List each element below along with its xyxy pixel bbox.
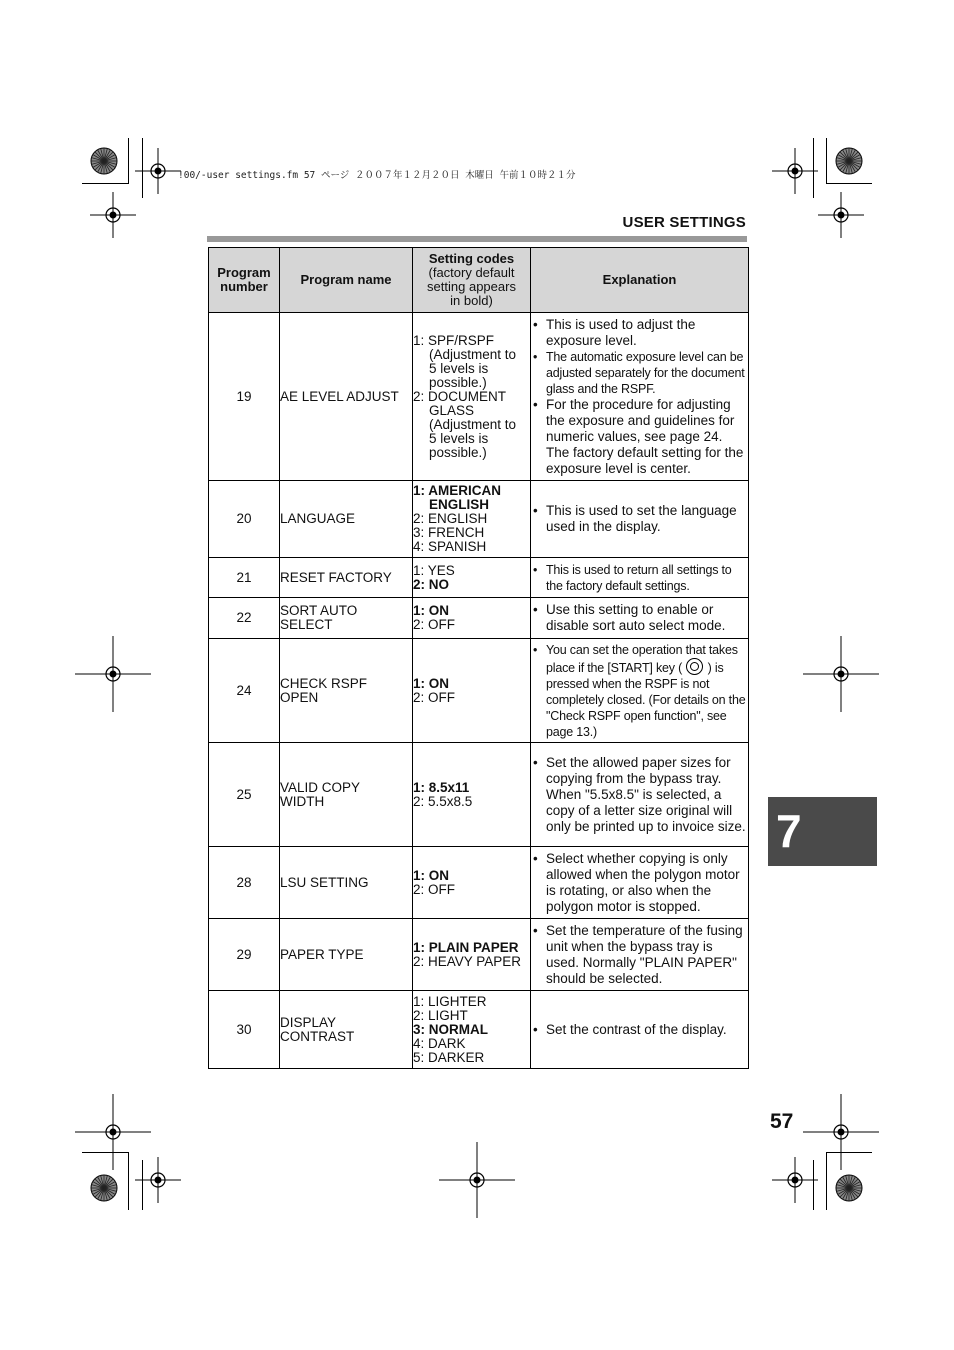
table-row [209, 598, 749, 639]
explanation-list [531, 923, 748, 987]
crop-line [826, 1152, 827, 1210]
setting-code-line: 1: AMERICAN [413, 483, 502, 498]
header-number-line-1: Program [217, 265, 271, 280]
setting-code-line: 5: DARKER [413, 1049, 485, 1065]
setting-code-line: 5 levels is [429, 430, 489, 446]
setting-code-line: 1: ON [413, 675, 450, 691]
header-codes-sub-1: (factory default [428, 265, 515, 280]
setting-code-line: 1: ON [413, 603, 450, 618]
setting-code-line: GLASS [429, 402, 475, 418]
setting-codes [413, 919, 531, 991]
crop-line [142, 138, 143, 198]
setting-code-line: (Adjustment to [429, 416, 517, 432]
setting-code-line: 2: LIGHT [413, 1007, 468, 1023]
crop-line [826, 138, 827, 184]
program-number: 28 [209, 847, 280, 919]
program-number: 21 [209, 558, 280, 598]
explanation-bullet: • The automatic exposure level can be adjusted separately for the document glass and the RSPF. [531, 349, 748, 397]
crop-line [826, 183, 872, 184]
color-bar-starburst-icon [89, 146, 119, 176]
explanation-bullet: • For the procedure for adjusting the exposure and guidelines for numeric values, see page 24. The factory default setting for the exposure level is center. [531, 397, 748, 477]
setting-codes [413, 743, 531, 847]
explanation-list [531, 317, 748, 477]
explanation-bullet: • Set the contrast of the display. [531, 1022, 748, 1038]
setting-code-line: 1: ON [413, 867, 450, 883]
explanation-list [531, 602, 748, 634]
header-explanation: Explanation [531, 248, 749, 313]
table-row [209, 743, 749, 847]
color-bar-starburst-icon [89, 1173, 119, 1203]
header-codes-sub-2: setting appears [427, 279, 516, 294]
table-row [209, 991, 749, 1069]
table-row [209, 847, 749, 919]
explanation [531, 639, 749, 743]
file-header: !00/-user settings.fm 57 ページ ２００７年１２月２０日 木曜日 午前１０時２１分 [178, 170, 576, 181]
program-name-line: SELECT [280, 617, 333, 632]
crop-line [82, 183, 128, 184]
program-name [280, 598, 413, 639]
setting-code-line: 3: FRENCH [413, 525, 485, 540]
explanation [531, 558, 749, 598]
setting-code-line: 3: NORMAL [413, 1021, 488, 1037]
table-row [209, 558, 749, 598]
table-row [209, 313, 749, 481]
explanation-list [531, 851, 748, 915]
explanation-list [531, 562, 748, 594]
setting-code-line: 2: OFF [413, 881, 456, 897]
header-program-name: Program name [280, 248, 413, 313]
program-name [280, 639, 413, 743]
crop-line [128, 1152, 129, 1210]
registration-mark-icon [818, 192, 864, 238]
explanation-text-after: ) is pressed when the RSPF is not completely closed. (For details on the "Check RSPF open function", see page 13.) [546, 660, 746, 739]
setting-code-line: 2: OFF [413, 689, 456, 705]
explanation [531, 598, 749, 639]
title-underline-bar [207, 236, 747, 242]
setting-codes [413, 481, 531, 558]
explanation-bullet: • Set the allowed paper sizes for copying from the bypass tray. When "5.5x8.5" is selected, a copy of a letter size original will only be printed up to invoice size. [531, 755, 748, 835]
program-name-line: LANGUAGE [280, 511, 356, 526]
explanation-bullet: • This is used to return all settings to the factory default settings. [531, 562, 748, 594]
explanation [531, 743, 749, 847]
program-number: 22 [209, 598, 280, 639]
setting-code-line: 5 levels is [429, 360, 489, 376]
user-settings-table [208, 247, 749, 1069]
explanation-text-before: You can set the operation that takes place if the [START] key ( [546, 642, 738, 675]
setting-code-line: possible.) [429, 374, 487, 390]
header-setting-codes [413, 248, 531, 313]
explanation [531, 313, 749, 481]
setting-code-line: 1: PLAIN PAPER [413, 939, 519, 955]
setting-code-line: possible.) [429, 444, 487, 460]
program-name-line: OPEN [280, 689, 319, 705]
program-name [280, 558, 413, 598]
program-number: 20 [209, 481, 280, 558]
setting-code-line: 1: LIGHTER [413, 993, 487, 1009]
program-name [280, 743, 413, 847]
explanation-list [531, 1022, 748, 1038]
program-name-line: CHECK RSPF [280, 675, 368, 691]
explanation-list [531, 503, 748, 535]
explanation-bullet: • Use this setting to enable or disable sort auto select mode. [531, 602, 748, 634]
program-name [280, 481, 413, 558]
explanation [531, 991, 749, 1069]
header-codes-sub-3: in bold) [450, 293, 493, 308]
explanation-bullet: • This is used to adjust the exposure level. [531, 317, 748, 349]
program-name [280, 847, 413, 919]
setting-code-line: ENGLISH [429, 497, 490, 512]
registration-mark-icon [772, 1157, 818, 1203]
setting-code-line: 2: NO [413, 576, 450, 592]
explanation-bullet [531, 642, 748, 740]
program-name-line: VALID COPY [280, 779, 361, 795]
explanation-bullet: • Select whether copying is only allowed when the polygon motor is rotating, or also when the polygon motor is stopped. [531, 851, 748, 915]
setting-code-line: 2: OFF [413, 617, 456, 632]
program-name [280, 919, 413, 991]
setting-code-line: 4: DARK [413, 1035, 466, 1051]
program-number: 19 [209, 313, 280, 481]
registration-mark-icon [803, 636, 879, 712]
crop-line [813, 1160, 814, 1210]
explanation-list [531, 755, 748, 835]
crop-line [142, 1160, 143, 1210]
crop-line [128, 138, 129, 184]
crop-line [82, 1152, 128, 1153]
page-number: 57 [770, 1110, 794, 1133]
setting-code-line: 2: DOCUMENT [413, 388, 507, 404]
program-number: 29 [209, 919, 280, 991]
setting-code-line: 1: YES [413, 562, 455, 578]
start-key-icon [686, 658, 703, 675]
setting-code-line: 1: 8.5x11 [413, 779, 470, 795]
color-bar-starburst-icon [834, 146, 864, 176]
program-name-line: AE LEVEL ADJUST [280, 388, 399, 404]
setting-codes [413, 991, 531, 1069]
setting-code-line: 1: SPF/RSPF [413, 332, 495, 348]
explanation [531, 847, 749, 919]
crop-line [826, 1152, 872, 1153]
program-name-line: WIDTH [280, 793, 325, 809]
setting-codes [413, 639, 531, 743]
setting-code-line: 4: SPANISH [413, 539, 487, 554]
table-row [209, 481, 749, 558]
program-name [280, 313, 413, 481]
registration-mark-icon [772, 148, 818, 194]
setting-codes [413, 847, 531, 919]
crop-line [813, 138, 814, 198]
setting-codes [413, 313, 531, 481]
explanation-bullet: • This is used to set the language used in the display. [531, 503, 748, 535]
program-name-line: SORT AUTO [280, 603, 358, 618]
section-title: USER SETTINGS [622, 214, 746, 231]
program-name [280, 991, 413, 1069]
explanation-list [531, 642, 748, 740]
program-name-line: PAPER TYPE [280, 946, 364, 962]
program-name-line: LSU SETTING [280, 874, 369, 890]
program-number: 24 [209, 639, 280, 743]
setting-code-line: (Adjustment to [429, 346, 517, 362]
chapter-tab: 7 [768, 797, 877, 866]
program-name-line: RESET FACTORY [280, 569, 392, 585]
registration-mark-icon [439, 1142, 515, 1218]
setting-code-line: 2: ENGLISH [413, 511, 488, 526]
explanation [531, 919, 749, 991]
program-name-line: DISPLAY [280, 1014, 337, 1030]
color-bar-starburst-icon [834, 1173, 864, 1203]
explanation [531, 481, 749, 558]
setting-code-line: 2: 5.5x8.5 [413, 793, 473, 809]
table-row [209, 919, 749, 991]
program-number: 25 [209, 743, 280, 847]
header-number-line-2: number [220, 279, 268, 294]
explanation-bullet: • Set the temperature of the fusing unit when the bypass tray is used. Normally "PLAIN PAPER" should be selected. [531, 923, 748, 987]
program-number: 30 [209, 991, 280, 1069]
setting-codes [413, 598, 531, 639]
setting-codes [413, 558, 531, 598]
header-codes-title: Setting codes [428, 251, 515, 266]
setting-code-line: 2: HEAVY PAPER [413, 953, 522, 969]
registration-mark-icon [75, 636, 151, 712]
registration-mark-icon [90, 192, 136, 238]
header-program-number [209, 248, 280, 313]
table-row [209, 639, 749, 743]
table-header-row [209, 248, 749, 313]
program-name-line: CONTRAST [280, 1028, 355, 1044]
